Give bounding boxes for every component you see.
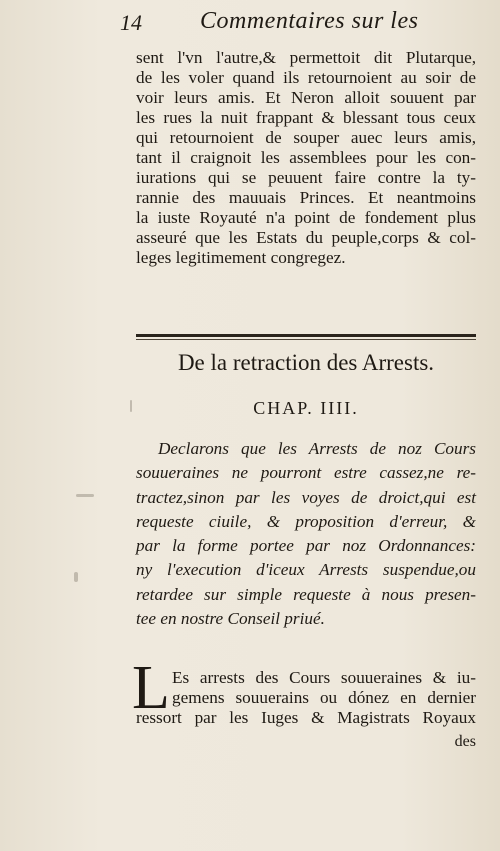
ordinance-line: tee en nostre Conseil priué. bbox=[136, 609, 325, 629]
text-line: qui retournoient de souper auec leurs amis, bbox=[136, 128, 476, 147]
section-rule-thin bbox=[136, 339, 476, 340]
commentary-line: gemens souuerains ou dónez en dernier bbox=[172, 688, 476, 707]
ordinance-line: retardee sur simple requeste à nous presen- bbox=[136, 584, 476, 604]
ink-smudge bbox=[76, 494, 94, 497]
ink-smudge bbox=[130, 400, 132, 412]
ordinance-line: tractez,sinon par les voyes de droict,qui est bbox=[136, 487, 476, 507]
running-title: Commentaires sur les bbox=[200, 8, 419, 34]
text-line: les rues la nuit frappant & blessant tous ceux bbox=[136, 108, 476, 127]
commentary-line: ressort par les Iuges & Magistrats Royaux bbox=[136, 708, 476, 727]
ordinance-line: ny l'execution d'iceux Arrests suspendue,ou bbox=[136, 560, 476, 580]
top-paragraph bbox=[136, 48, 476, 268]
text-line: iurations qui se peuuent faire contre la ty- bbox=[136, 168, 476, 187]
ordinance-line: souueraines ne pourront estre cassez,ne re- bbox=[136, 463, 476, 483]
text-line: de les voler quand ils retournoient au soir de bbox=[136, 68, 476, 87]
page-number: 14 bbox=[120, 10, 142, 35]
text-line: tant il craignoit les assemblees pour les con- bbox=[136, 148, 476, 167]
catchword: des bbox=[454, 733, 476, 750]
page-header bbox=[0, 8, 500, 44]
chapter-heading: De la retraction des Arrests. bbox=[177, 350, 435, 375]
section-rule bbox=[136, 334, 476, 337]
ink-smudge bbox=[74, 572, 78, 582]
text-line: la iuste Royauté n'a point de fondement plus bbox=[136, 208, 476, 227]
ordinance-text bbox=[136, 437, 476, 631]
text-line: voir leurs amis. Et Neron alloit souuent par bbox=[136, 88, 476, 107]
ordinance-line: requeste ciuile, & proposition d'erreur, & bbox=[136, 511, 476, 531]
commentary-line: Es arrests des Cours souueraines & iu- bbox=[172, 668, 476, 687]
text-line: rannie des mauuais Princes. Et neantmoins bbox=[136, 188, 476, 207]
ordinance-line: par la forme portee par noz Ordonnances: bbox=[136, 536, 476, 556]
drop-cap: L bbox=[132, 654, 170, 722]
text-line: asseuré que les Estats du peuple,corps & col- bbox=[136, 228, 476, 247]
chapter-number: CHAP. IIII. bbox=[253, 398, 359, 418]
text-line: sent l'vn l'autre,& permettoit dit Plutarque, bbox=[136, 48, 476, 67]
text-line: leges legitimement congregez. bbox=[136, 248, 346, 267]
commentary-text bbox=[136, 668, 476, 728]
ordinance-line: Declarons que les Arrests de noz Cours bbox=[158, 439, 476, 458]
